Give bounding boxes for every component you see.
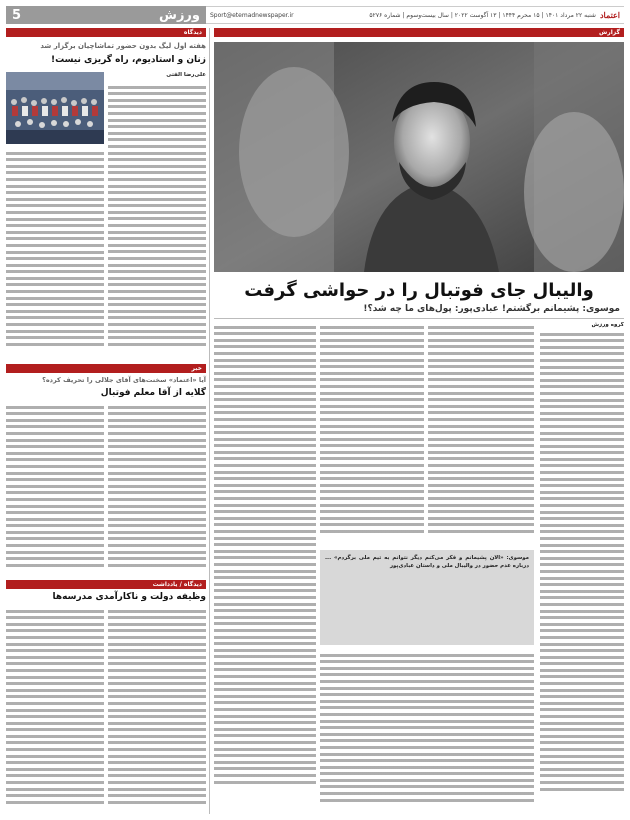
- column-divider: [209, 28, 210, 814]
- side-story-2-tag-label: خبر: [191, 365, 202, 372]
- main-article-column-3: [320, 322, 424, 544]
- side-story-3-title: وظیفه دولت و ناکارآمدی مدرسه‌ها: [52, 592, 206, 602]
- volleyball-player-photo: [214, 42, 624, 272]
- side-story-3-tag-label: دیدگاه / یادداشت: [152, 581, 202, 588]
- pull-quote-box: [320, 550, 534, 645]
- fans-photo: [6, 72, 104, 144]
- main-article-column-2: [428, 322, 534, 544]
- newspaper-logo: اعتماد: [599, 10, 620, 20]
- section-name: ورزش: [159, 7, 200, 23]
- page-header: [6, 6, 624, 24]
- page-header-info: [206, 6, 624, 24]
- side-story-2-column-a: [108, 402, 206, 574]
- side-story-2-column-b: [6, 402, 104, 574]
- main-byline: گروه ورزش: [591, 322, 624, 328]
- side-story-3-column-b: [6, 606, 104, 812]
- main-section-tag: [214, 28, 624, 37]
- main-article-column-4: [214, 322, 316, 812]
- side-story-2-kicker: آیا «اعتماد» سخنت‌های آقای جلالی را تحریف کرده؟: [42, 376, 206, 384]
- page-header-band: [6, 6, 206, 24]
- pull-quote-text: موسوی: «الان پشیمانم و فکر می‌کنم دیگر نتوانم به تیم ملی برگردم» ... درباره عدم حضور در والیبال ملی و داستان عبادی‌پور: [325, 555, 529, 569]
- side-story-1-author: علی‌رضا الفتی: [166, 72, 206, 78]
- main-section-tag-label: گزارش: [598, 29, 620, 36]
- main-subheadline: موسوی: پشیمانم برگشتم! عبادی‌پور: پول‌های ما چه شد؟!: [363, 304, 620, 314]
- side-story-1-title: زنان و استادیوم، راه گریزی نیست!: [50, 55, 206, 65]
- side-story-2-tag: [6, 364, 206, 373]
- section-email[interactable]: Sport@etemadnewspaper.ir: [210, 11, 294, 19]
- main-headline: والیبال جای فوتبال را در حواشی گرفت: [244, 280, 594, 301]
- stadium-photo: [6, 72, 104, 144]
- date-line: شنبه ۲۲ مرداد ۱۴۰۱ | ۱۵ محرم ۱۴۴۴ | ۱۳ آگوست ۲۰۲۲ | سال بیست‌وسوم | شماره ۵۲۷۶: [369, 11, 596, 19]
- side-story-3-tag: [6, 580, 206, 589]
- side-story-1-kicker: هفته اول لیگ بدون حضور تماشاچیان برگزار شد: [40, 42, 206, 50]
- side-story-1-column-b: [6, 148, 104, 352]
- page-number: 5: [12, 7, 22, 23]
- main-article-column-5: [320, 650, 534, 812]
- main-photo: [214, 42, 624, 272]
- side-story-3-column-a: [108, 606, 206, 812]
- side-story-1-tag: [6, 28, 206, 37]
- text-lines: [540, 333, 624, 791]
- main-article-column-1: [540, 322, 624, 812]
- divider: [214, 318, 624, 319]
- side-story-1-column-a: [108, 82, 206, 352]
- side-story-1-tag-label: دیدگاه: [183, 29, 202, 36]
- side-story-2-title: گلایه از آقا معلم فوتبال: [100, 388, 206, 398]
